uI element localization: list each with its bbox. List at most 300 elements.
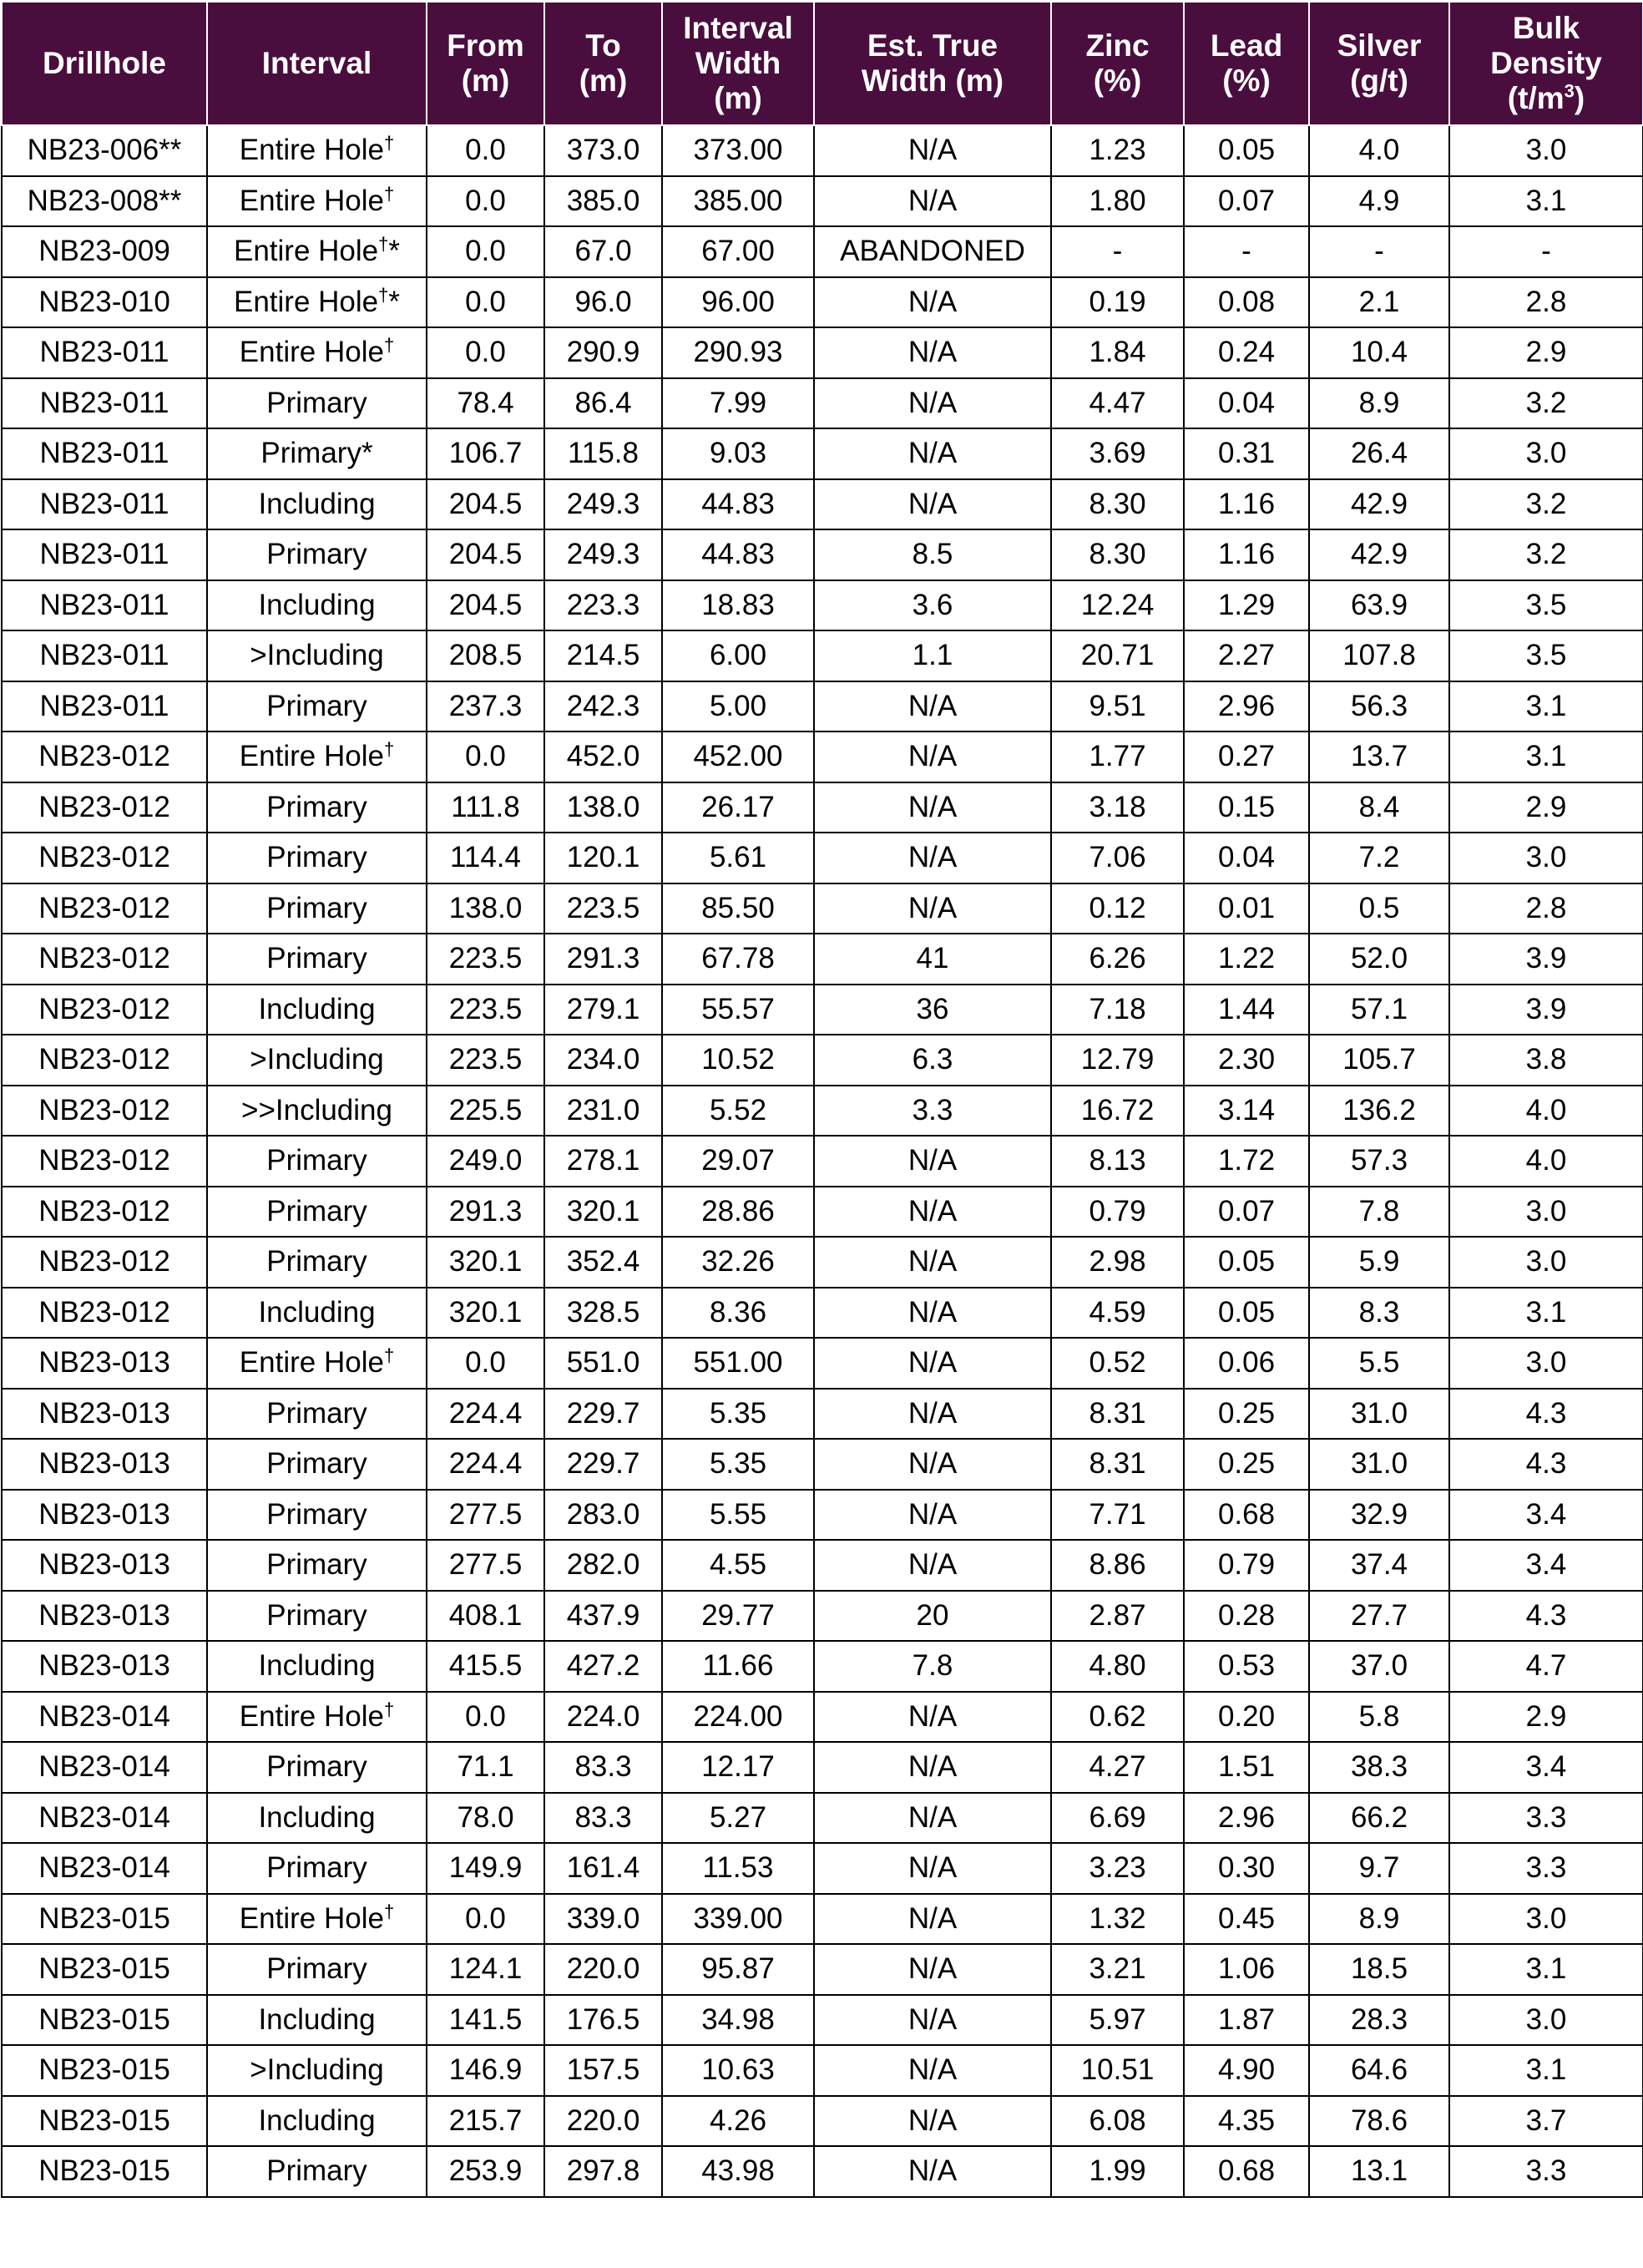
table-row <box>2 1338 1643 1389</box>
cell-zinc: 3.69 <box>1051 428 1184 479</box>
cell-silver: 57.3 <box>1309 1136 1449 1187</box>
header-bulk-density <box>1449 2 1643 125</box>
table-row <box>2 176 1643 227</box>
cell-silver: 52.0 <box>1309 934 1449 985</box>
cell-interval <box>207 1490 427 1541</box>
cell-lead: 0.05 <box>1184 1237 1309 1288</box>
cell-drillhole: NB23-013 <box>2 1641 207 1692</box>
cell-zinc: 16.72 <box>1051 1086 1184 1137</box>
cell-est-true-width: N/A <box>814 833 1051 883</box>
cell-est-true-width: 6.3 <box>814 1035 1051 1086</box>
cell-interval-width: 10.63 <box>662 2045 814 2096</box>
cell-interval <box>207 1439 427 1490</box>
cell-drillhole: NB23-011 <box>2 580 207 631</box>
cell-drillhole: NB23-008** <box>2 176 207 227</box>
cell-zinc: 8.13 <box>1051 1136 1184 1187</box>
cell-est-true-width: N/A <box>814 1793 1051 1844</box>
cell-to: 138.0 <box>544 782 662 833</box>
cell-silver: 13.7 <box>1309 732 1449 782</box>
table-header-row <box>2 2 1643 125</box>
cell-silver: 37.4 <box>1309 1540 1449 1591</box>
cell-est-true-width: N/A <box>814 1338 1051 1389</box>
cell-drillhole: NB23-012 <box>2 1035 207 1086</box>
cell-lead: 0.20 <box>1184 1692 1309 1743</box>
cell-interval-width: 67.00 <box>662 226 814 277</box>
cell-interval <box>207 1894 427 1945</box>
header-line: (%) <box>1093 63 1142 98</box>
cell-interval <box>207 2045 427 2096</box>
cell-drillhole: NB23-012 <box>2 934 207 985</box>
cell-interval <box>207 630 427 681</box>
cell-est-true-width: N/A <box>814 479 1051 530</box>
cell-bulk-density: 3.4 <box>1449 1742 1643 1793</box>
cell-est-true-width: N/A <box>814 1136 1051 1187</box>
cell-interval <box>207 1995 427 2046</box>
cell-lead: 1.51 <box>1184 1742 1309 1793</box>
cell-from: 224.4 <box>427 1389 544 1440</box>
dagger-mark: † <box>383 1698 395 1720</box>
cell-to: 452.0 <box>544 732 662 782</box>
cell-bulk-density: 3.0 <box>1449 1995 1643 2046</box>
cell-zinc: 7.06 <box>1051 833 1184 883</box>
table-row <box>2 1591 1643 1642</box>
interval-text: Primary <box>266 1851 367 1885</box>
cell-silver: 10.4 <box>1309 327 1449 378</box>
header-interval <box>207 2 427 125</box>
cell-to: 220.0 <box>544 2096 662 2147</box>
cell-to: 297.8 <box>544 2146 662 2197</box>
interval-text: Including <box>258 1649 376 1683</box>
cell-interval <box>207 479 427 530</box>
cell-interval-width: 95.87 <box>662 1944 814 1995</box>
cell-to: 328.5 <box>544 1288 662 1339</box>
table-row <box>2 125 1643 176</box>
cell-est-true-width: 7.8 <box>814 1641 1051 1692</box>
cell-interval <box>207 529 427 580</box>
interval-text: Primary <box>266 790 367 823</box>
cell-from: 78.0 <box>427 1793 544 1844</box>
cell-interval <box>207 580 427 631</box>
table-row <box>2 1944 1643 1995</box>
cell-drillhole: NB23-015 <box>2 1944 207 1995</box>
cell-interval <box>207 1288 427 1339</box>
cell-est-true-width: N/A <box>814 1742 1051 1793</box>
cell-to: 176.5 <box>544 1995 662 2046</box>
cell-bulk-density: 3.3 <box>1449 2146 1643 2197</box>
cell-silver: 42.9 <box>1309 529 1449 580</box>
cell-zinc: 1.32 <box>1051 1894 1184 1945</box>
cell-zinc: 6.69 <box>1051 1793 1184 1844</box>
header-line: Lead <box>1210 28 1283 63</box>
table-row <box>2 1288 1643 1339</box>
cell-bulk-density: 3.0 <box>1449 1187 1643 1238</box>
cell-bulk-density: 3.1 <box>1449 1944 1643 1995</box>
cell-drillhole: NB23-012 <box>2 1288 207 1339</box>
cell-interval <box>207 327 427 378</box>
cell-lead: 0.45 <box>1184 1894 1309 1945</box>
interval-text: Primary <box>266 1750 367 1784</box>
cell-to: 278.1 <box>544 1136 662 1187</box>
table-row <box>2 883 1643 934</box>
cell-silver: 7.8 <box>1309 1187 1449 1238</box>
cell-zinc: 7.71 <box>1051 1490 1184 1541</box>
table-row <box>2 2045 1643 2096</box>
header-line: Est. True <box>867 28 998 63</box>
cell-silver: 5.5 <box>1309 1338 1449 1389</box>
header-est-true-width <box>814 2 1051 125</box>
cell-zinc: 0.19 <box>1051 277 1184 328</box>
cell-zinc: 12.79 <box>1051 1035 1184 1086</box>
cell-to: 352.4 <box>544 1237 662 1288</box>
cell-interval-width: 11.53 <box>662 1843 814 1894</box>
cell-to: 229.7 <box>544 1389 662 1440</box>
cell-est-true-width: 8.5 <box>814 529 1051 580</box>
cell-zinc: 12.24 <box>1051 580 1184 631</box>
cell-silver: 38.3 <box>1309 1742 1449 1793</box>
table-row <box>2 782 1643 833</box>
header-line: To <box>585 28 621 63</box>
cell-drillhole: NB23-014 <box>2 1742 207 1793</box>
table-row <box>2 1793 1643 1844</box>
cell-to: 223.5 <box>544 883 662 934</box>
cell-lead: 0.79 <box>1184 1540 1309 1591</box>
cell-est-true-width: N/A <box>814 1389 1051 1440</box>
interval-text: >Including <box>250 2053 384 2087</box>
cell-est-true-width: N/A <box>814 1237 1051 1288</box>
cell-est-true-width: 3.6 <box>814 580 1051 631</box>
cell-silver: 57.1 <box>1309 985 1449 1035</box>
cell-lead: - <box>1184 226 1309 277</box>
interval-text: Entire Hole <box>239 134 384 167</box>
table-row <box>2 1035 1643 1086</box>
header-line: Interval <box>261 46 372 80</box>
cell-bulk-density: 4.3 <box>1449 1439 1643 1490</box>
cell-zinc: 8.30 <box>1051 529 1184 580</box>
cell-interval-width: 551.00 <box>662 1338 814 1389</box>
cell-bulk-density: 4.0 <box>1449 1136 1643 1187</box>
cell-from: 0.0 <box>427 176 544 227</box>
cell-est-true-width: N/A <box>814 1490 1051 1541</box>
cell-silver: 56.3 <box>1309 681 1449 732</box>
cell-est-true-width: N/A <box>814 1894 1051 1945</box>
cell-drillhole: NB23-011 <box>2 327 207 378</box>
header-lead <box>1184 2 1309 125</box>
cell-to: 373.0 <box>544 125 662 176</box>
table-row <box>2 1540 1643 1591</box>
cell-to: 249.3 <box>544 479 662 530</box>
cell-interval-width: 290.93 <box>662 327 814 378</box>
cell-drillhole: NB23-009 <box>2 226 207 277</box>
cell-est-true-width: N/A <box>814 782 1051 833</box>
cell-bulk-density: 3.0 <box>1449 428 1643 479</box>
cell-from: 124.1 <box>427 1944 544 1995</box>
cell-from: 0.0 <box>427 1692 544 1743</box>
cell-lead: 1.16 <box>1184 479 1309 530</box>
cell-lead: 0.28 <box>1184 1591 1309 1642</box>
cell-drillhole: NB23-012 <box>2 833 207 883</box>
cell-zinc: 1.77 <box>1051 732 1184 782</box>
cell-lead: 0.04 <box>1184 833 1309 883</box>
interval-text: Primary <box>266 1396 367 1430</box>
interval-text: Primary <box>266 1194 367 1228</box>
interval-text: Primary <box>266 841 367 874</box>
cell-bulk-density: 3.1 <box>1449 2045 1643 2096</box>
cell-silver: 42.9 <box>1309 479 1449 530</box>
interval-text: Primary <box>266 1144 367 1177</box>
cell-to: 86.4 <box>544 378 662 429</box>
cell-lead: 1.87 <box>1184 1995 1309 2046</box>
table-row <box>2 2096 1643 2147</box>
interval-text: Primary <box>266 689 367 722</box>
cell-interval <box>207 833 427 883</box>
cell-lead: 2.27 <box>1184 630 1309 681</box>
dagger-mark: † <box>383 334 395 356</box>
cell-lead: 3.14 <box>1184 1086 1309 1137</box>
dagger-mark: † <box>378 233 389 255</box>
cell-interval <box>207 681 427 732</box>
cell-from: 408.1 <box>427 1591 544 1642</box>
cell-est-true-width: N/A <box>814 2096 1051 2147</box>
header-line: (m) <box>461 63 510 98</box>
cell-bulk-density: 3.2 <box>1449 529 1643 580</box>
cell-to: 83.3 <box>544 1793 662 1844</box>
cell-lead: 0.24 <box>1184 327 1309 378</box>
cell-interval <box>207 1843 427 1894</box>
cell-bulk-density: 3.0 <box>1449 1894 1643 1945</box>
interval-text: >>Including <box>241 1093 392 1126</box>
cell-est-true-width: ABANDONED <box>814 226 1051 277</box>
cell-bulk-density: 3.1 <box>1449 681 1643 732</box>
cell-interval <box>207 428 427 479</box>
cell-interval <box>207 1944 427 1995</box>
cell-silver: 8.4 <box>1309 782 1449 833</box>
cell-interval-width: 4.26 <box>662 2096 814 2147</box>
header-line: Drillhole <box>42 46 167 80</box>
cell-bulk-density: 3.3 <box>1449 1793 1643 1844</box>
dagger-mark: † <box>378 284 389 306</box>
cell-interval-width: 85.50 <box>662 883 814 934</box>
cell-interval-width: 5.00 <box>662 681 814 732</box>
cell-to: 437.9 <box>544 1591 662 1642</box>
cell-lead: 0.04 <box>1184 378 1309 429</box>
cell-interval <box>207 176 427 227</box>
cell-from: 0.0 <box>427 226 544 277</box>
header-line: Interval <box>683 11 793 45</box>
cell-silver: 5.9 <box>1309 1237 1449 1288</box>
cell-drillhole: NB23-012 <box>2 732 207 782</box>
cell-bulk-density: 4.7 <box>1449 1641 1643 1692</box>
cell-lead: 0.05 <box>1184 125 1309 176</box>
cell-lead: 0.07 <box>1184 176 1309 227</box>
table-row <box>2 1742 1643 1793</box>
dagger-mark: † <box>383 738 395 760</box>
interval-text: Entire Hole <box>233 235 379 268</box>
cell-silver: 4.9 <box>1309 176 1449 227</box>
cell-bulk-density: 3.4 <box>1449 1540 1643 1591</box>
interval-text: Including <box>258 2002 376 2036</box>
cell-drillhole: NB23-010 <box>2 277 207 328</box>
cell-from: 0.0 <box>427 125 544 176</box>
cell-interval-width: 5.27 <box>662 1793 814 1844</box>
cell-lead: 0.07 <box>1184 1187 1309 1238</box>
cell-silver: 28.3 <box>1309 1995 1449 2046</box>
table-row <box>2 529 1643 580</box>
cell-from: 223.5 <box>427 1035 544 1086</box>
cell-zinc: 4.80 <box>1051 1641 1184 1692</box>
cell-zinc: 3.23 <box>1051 1843 1184 1894</box>
cell-silver: 13.1 <box>1309 2146 1449 2197</box>
cell-interval <box>207 125 427 176</box>
cell-drillhole: NB23-012 <box>2 1237 207 1288</box>
cell-lead: 0.27 <box>1184 732 1309 782</box>
cell-drillhole: NB23-011 <box>2 681 207 732</box>
cell-interval <box>207 1692 427 1743</box>
cell-interval-width: 8.36 <box>662 1288 814 1339</box>
dagger-mark: † <box>383 183 395 205</box>
cell-drillhole: NB23-012 <box>2 1086 207 1137</box>
cell-drillhole: NB23-015 <box>2 2045 207 2096</box>
cell-bulk-density: 2.9 <box>1449 782 1643 833</box>
cell-bulk-density: 3.7 <box>1449 2096 1643 2147</box>
table-row <box>2 327 1643 378</box>
cell-interval <box>207 2096 427 2147</box>
cell-from: 141.5 <box>427 1995 544 2046</box>
table-row <box>2 378 1643 429</box>
cell-silver: 4.0 <box>1309 125 1449 176</box>
table-row <box>2 1995 1643 2046</box>
cell-bulk-density: 3.2 <box>1449 479 1643 530</box>
cell-from: 204.5 <box>427 580 544 631</box>
cell-drillhole: NB23-012 <box>2 1187 207 1238</box>
cell-silver: - <box>1309 226 1449 277</box>
cell-drillhole: NB23-014 <box>2 1843 207 1894</box>
cell-to: 157.5 <box>544 2045 662 2096</box>
cell-interval-width: 452.00 <box>662 732 814 782</box>
cell-interval-width: 43.98 <box>662 2146 814 2197</box>
cell-lead: 0.15 <box>1184 782 1309 833</box>
cell-from: 249.0 <box>427 1136 544 1187</box>
cell-interval-width: 34.98 <box>662 1995 814 2046</box>
cell-to: 427.2 <box>544 1641 662 1692</box>
cell-drillhole: NB23-015 <box>2 1894 207 1945</box>
interval-text: Including <box>258 588 376 621</box>
cell-from: 320.1 <box>427 1288 544 1339</box>
cell-interval <box>207 1641 427 1692</box>
cell-interval <box>207 1237 427 1288</box>
cell-drillhole: NB23-015 <box>2 2096 207 2147</box>
cell-est-true-width: N/A <box>814 883 1051 934</box>
header-zinc <box>1051 2 1184 125</box>
header-to <box>544 2 662 125</box>
interval-text: Primary <box>266 386 367 419</box>
cell-bulk-density: 3.0 <box>1449 833 1643 883</box>
cell-lead: 1.44 <box>1184 985 1309 1035</box>
cell-silver: 31.0 <box>1309 1389 1449 1440</box>
drill-results-table <box>1 1 1643 2198</box>
interval-text: Including <box>258 487 376 520</box>
cell-drillhole: NB23-012 <box>2 883 207 934</box>
cell-zinc: 2.98 <box>1051 1237 1184 1288</box>
cell-from: 224.4 <box>427 1439 544 1490</box>
table-row <box>2 1843 1643 1894</box>
cell-zinc: 0.52 <box>1051 1338 1184 1389</box>
cell-lead: 0.08 <box>1184 277 1309 328</box>
cell-from: 291.3 <box>427 1187 544 1238</box>
cell-lead: 1.16 <box>1184 529 1309 580</box>
interval-text: Primary <box>266 942 367 975</box>
dagger-mark: † <box>383 132 395 154</box>
cell-interval <box>207 883 427 934</box>
header-line <box>1453 81 1639 116</box>
interval-text: Entire Hole <box>239 1346 384 1380</box>
cell-to: 214.5 <box>544 630 662 681</box>
cell-interval-width: 7.99 <box>662 378 814 429</box>
cell-drillhole: NB23-011 <box>2 479 207 530</box>
cell-lead: 4.90 <box>1184 2045 1309 2096</box>
cell-silver: 27.7 <box>1309 1591 1449 1642</box>
interval-text: Entire Hole <box>233 285 379 318</box>
cell-interval <box>207 277 427 328</box>
cell-bulk-density: 3.9 <box>1449 934 1643 985</box>
cell-zinc: 6.26 <box>1051 934 1184 985</box>
cell-from: 237.3 <box>427 681 544 732</box>
interval-text: Entire Hole <box>239 184 384 217</box>
cell-interval-width: 385.00 <box>662 176 814 227</box>
cell-interval <box>207 378 427 429</box>
cell-lead: 0.53 <box>1184 1641 1309 1692</box>
cell-interval-width: 4.55 <box>662 1540 814 1591</box>
cell-to: 96.0 <box>544 277 662 328</box>
cell-silver: 78.6 <box>1309 2096 1449 2147</box>
header-line: (m) <box>579 63 628 98</box>
interval-text: Primary <box>266 1245 367 1278</box>
cell-drillhole: NB23-015 <box>2 2146 207 2197</box>
cell-bulk-density: 3.8 <box>1449 1035 1643 1086</box>
cell-drillhole: NB23-012 <box>2 985 207 1035</box>
cell-from: 223.5 <box>427 985 544 1035</box>
cell-drillhole: NB23-011 <box>2 630 207 681</box>
cell-drillhole: NB23-011 <box>2 378 207 429</box>
cell-to: 320.1 <box>544 1187 662 1238</box>
cell-bulk-density: 2.9 <box>1449 327 1643 378</box>
cell-zinc: - <box>1051 226 1184 277</box>
table-row <box>2 2146 1643 2197</box>
cell-interval <box>207 782 427 833</box>
cell-from: 320.1 <box>427 1237 544 1288</box>
cell-from: 0.0 <box>427 277 544 328</box>
cell-lead: 1.29 <box>1184 580 1309 631</box>
interval-text: Primary <box>266 538 367 571</box>
cell-interval <box>207 985 427 1035</box>
cell-est-true-width: N/A <box>814 277 1051 328</box>
cell-interval-width: 9.03 <box>662 428 814 479</box>
cell-from: 277.5 <box>427 1540 544 1591</box>
interval-text: Primary <box>266 1497 367 1531</box>
cell-to: 223.3 <box>544 580 662 631</box>
interval-text: Including <box>258 992 376 1025</box>
cell-est-true-width: N/A <box>814 428 1051 479</box>
cell-est-true-width: N/A <box>814 1540 1051 1591</box>
cell-silver: 136.2 <box>1309 1086 1449 1137</box>
cell-interval <box>207 1389 427 1440</box>
header-from <box>427 2 544 125</box>
table-row <box>2 681 1643 732</box>
dagger-mark: † <box>383 1344 395 1366</box>
cell-interval-width: 32.26 <box>662 1237 814 1288</box>
table-row <box>2 580 1643 631</box>
cell-interval-width: 55.57 <box>662 985 814 1035</box>
table-row <box>2 1439 1643 1490</box>
